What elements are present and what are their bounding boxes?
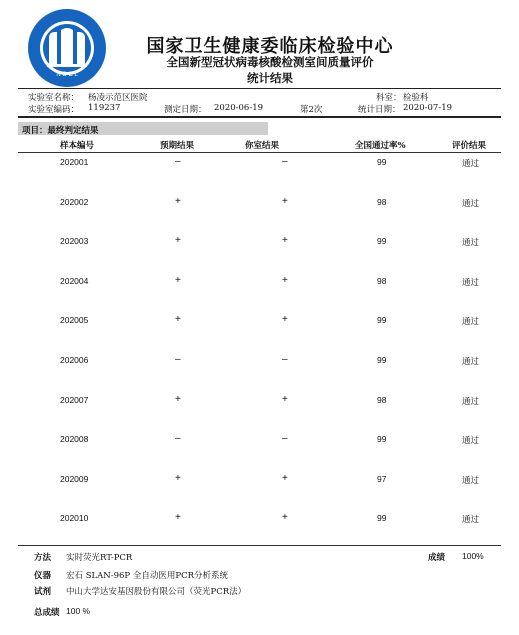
info-bottom-rule (18, 116, 501, 118)
test-date-label: 测定日期： (164, 105, 207, 115)
pass-rate: 98 (377, 276, 387, 286)
sample-id: 202006 (60, 355, 89, 365)
footer-rule (18, 545, 501, 546)
pass-rate: 97 (377, 474, 387, 484)
sample-id: 202005 (60, 315, 89, 325)
your-result: + (282, 275, 288, 286)
your-result: + (282, 512, 288, 523)
sample-id: 202007 (60, 395, 89, 405)
evaluation: 通过 (462, 515, 480, 525)
evaluation: 通过 (462, 238, 480, 248)
expected-result: – (175, 156, 181, 167)
instrument-label: 仪器 (34, 571, 52, 581)
sample-id: 202003 (60, 236, 89, 246)
expected-result: – (175, 433, 181, 444)
lab-code: 119237 (88, 103, 121, 113)
evaluation: 通过 (462, 476, 480, 486)
expected-result: + (175, 473, 181, 484)
sample-id: 202009 (60, 474, 89, 484)
evaluation: 通过 (462, 199, 480, 209)
table-header-rule (18, 152, 501, 153)
info-top-rule (18, 88, 501, 89)
evaluation: 通过 (462, 159, 480, 169)
pass-rate: 98 (377, 395, 387, 405)
expected-result: + (175, 394, 181, 405)
pass-rate: 98 (377, 197, 387, 207)
lab-code-label: 实验室编码： (28, 105, 80, 115)
col-header-sample: 样本编号 (60, 141, 95, 151)
pass-rate: 99 (377, 157, 387, 167)
method-label: 方法 (34, 553, 52, 563)
report-subtitle: 全国新型冠状病毒核酸检测室间质量评价 (166, 55, 374, 69)
reagent: 中山大学达安基因股份有限公司（荧光PCR法） (66, 587, 247, 597)
your-result: + (282, 473, 288, 484)
sample-id: 202002 (60, 197, 89, 207)
your-result: + (282, 394, 288, 405)
pass-rate: 99 (377, 315, 387, 325)
expected-result: + (175, 512, 181, 523)
pass-rate: 99 (377, 236, 387, 246)
reagent-label: 试剂 (34, 587, 52, 597)
lab-name-label: 实验室名称： (28, 93, 80, 103)
sample-id: 202010 (60, 513, 89, 523)
your-result: + (282, 196, 288, 207)
evaluation: 通过 (462, 357, 480, 367)
dept-label: 科室： (376, 93, 402, 103)
nccl-logo (27, 8, 107, 88)
svg-text:N C C L: N C C L (56, 72, 78, 78)
your-result: – (282, 156, 288, 167)
expected-result: + (175, 235, 181, 246)
expected-result: + (175, 196, 181, 207)
report-org-title: 国家卫生健康委临床检验中心 (146, 36, 394, 57)
score: 100% (462, 551, 484, 561)
project-label: 项目：最终判定结果 (22, 126, 99, 136)
sample-id: 202004 (60, 276, 89, 286)
col-header-pass-rate: 全国通过率% (355, 141, 406, 151)
report-title: 统计结果 (247, 71, 293, 85)
expected-result: + (175, 275, 181, 286)
col-header-yours: 你室结果 (245, 141, 280, 151)
your-result: – (282, 433, 288, 444)
pass-rate: 99 (377, 355, 387, 365)
your-result: + (282, 235, 288, 246)
your-result: – (282, 354, 288, 365)
col-header-evaluation: 评价结果 (452, 141, 487, 151)
pass-rate: 99 (377, 513, 387, 523)
instrument: 宏石 SLAN-96P 全自动医用PCR分析系统 (66, 571, 228, 581)
col-header-expected: 预期结果 (160, 141, 195, 151)
evaluation: 通过 (462, 436, 480, 446)
expected-result: + (175, 314, 181, 325)
pass-rate: 99 (377, 434, 387, 444)
total-score-label: 总成绩 (34, 608, 60, 618)
score-label: 成绩 (428, 553, 446, 563)
evaluation: 通过 (462, 317, 480, 327)
round: 第2次 (300, 105, 323, 115)
expected-result: – (175, 354, 181, 365)
evaluation: 通过 (462, 397, 480, 407)
sample-id: 202008 (60, 434, 89, 444)
stat-date-label: 统计日期： (358, 105, 401, 115)
test-date: 2020-06-19 (214, 103, 264, 113)
method: 实时荧光RT-PCR (66, 553, 133, 563)
sample-id: 202001 (60, 157, 89, 167)
your-result: + (282, 314, 288, 325)
dept: 检验科 (403, 93, 429, 103)
stat-date: 2020-07-19 (403, 103, 453, 113)
lab-name: 杨凌示范区医院 (88, 93, 148, 103)
total-score: 100 % (66, 606, 91, 616)
project-name: 最终判定结果 (47, 126, 99, 136)
evaluation: 通过 (462, 278, 480, 288)
